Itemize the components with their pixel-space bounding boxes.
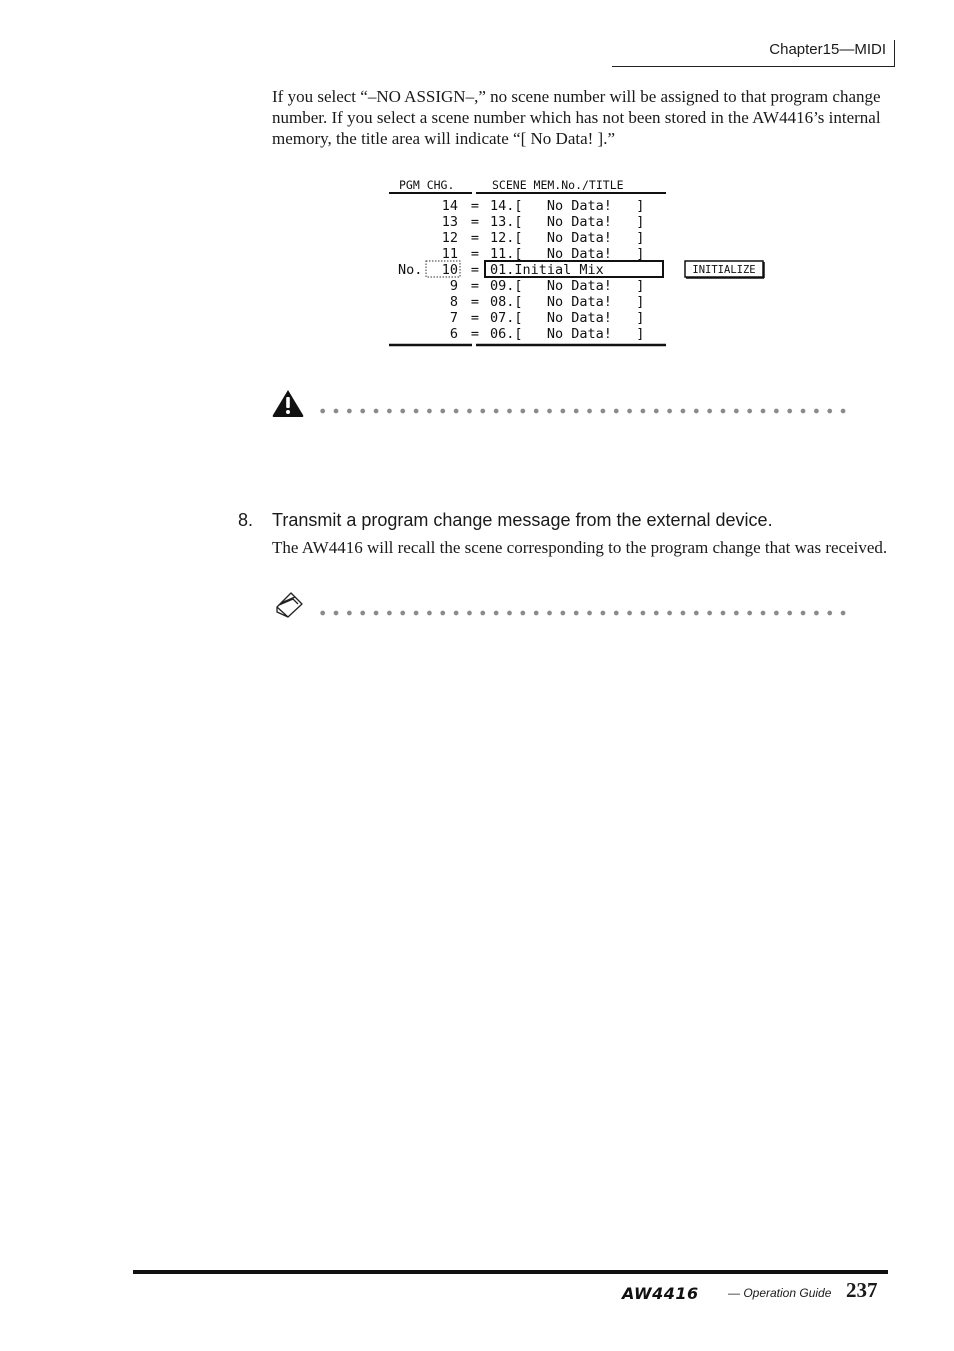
step-heading: Transmit a program change message from the external device. <box>272 510 773 530</box>
pencil-icon <box>274 590 306 618</box>
scene-title: 06.[ No Data! ] <box>490 326 645 342</box>
step-body: The AW4416 will recall the scene corresponding to the program change that was received. <box>272 538 888 557</box>
initialize-label: INITIALIZE <box>692 264 756 276</box>
intro-paragraph: If you select “–NO ASSIGN–,” no scene number will be assigned to that program change number. If you select a scene number which has not been stored in the AW4416’s internal memory, the title area will indicate “[ No Data! ].” <box>272 87 881 148</box>
scene-title: 07.[ No Data! ] <box>490 310 645 326</box>
equals-sign: = <box>470 326 480 342</box>
pgm-number: 11 <box>441 246 458 262</box>
equals-sign: = <box>470 214 480 230</box>
equals-sign: = <box>470 230 480 246</box>
chapter-title: Chapter15—MIDI <box>769 41 886 58</box>
lcd-row[interactable] <box>442 198 645 214</box>
lcd-row[interactable] <box>450 326 645 342</box>
pgm-number: 8 <box>449 294 458 310</box>
pgm-number: 14 <box>441 198 458 214</box>
logo-text: AW4416 <box>622 1284 699 1303</box>
lcd-row[interactable] <box>450 278 645 294</box>
lcd-col-scene: SCENE MEM.No./TITLE <box>492 178 624 192</box>
lcd-illustration <box>380 172 780 352</box>
page-number: 237 <box>846 1278 878 1302</box>
lcd-row[interactable] <box>450 310 645 326</box>
equals-sign: = <box>470 294 480 310</box>
scene-title: 12.[ No Data! ] <box>490 230 645 246</box>
equals-sign: = <box>470 198 480 214</box>
lcd-row[interactable] <box>450 294 645 310</box>
lcd-col-pgm: PGM CHG. <box>399 178 455 192</box>
aw4416-logo <box>620 1284 712 1304</box>
chapter-header <box>612 40 895 67</box>
scene-title: 14.[ No Data! ] <box>490 198 645 214</box>
pgm-number: 13 <box>441 214 458 230</box>
scene-title: 13.[ No Data! ] <box>490 214 645 230</box>
pgm-number: 10 <box>441 262 458 278</box>
warning-icon <box>271 388 305 418</box>
equals-sign: = <box>470 310 480 326</box>
caution-separator <box>316 408 850 414</box>
equals-sign: = <box>470 262 480 278</box>
pgm-number: 6 <box>449 326 458 342</box>
initialize-button[interactable] <box>685 261 764 278</box>
tip-separator <box>316 610 850 616</box>
equals-sign: = <box>470 246 480 262</box>
pgm-number: 12 <box>441 230 458 246</box>
scene-title: 09.[ No Data! ] <box>490 278 645 294</box>
lcd-row[interactable] <box>442 230 645 246</box>
lcd-row-selected[interactable] <box>398 261 663 278</box>
step-number: 8. <box>238 510 254 530</box>
no-label: No. <box>398 262 423 278</box>
footer-rule <box>133 1270 888 1274</box>
lcd-row[interactable] <box>442 246 645 262</box>
scene-title: 08.[ No Data! ] <box>490 294 645 310</box>
scene-title: 01.Initial Mix <box>490 262 604 278</box>
pgm-number: 7 <box>449 310 458 326</box>
operation-guide-label: — Operation Guide <box>728 1286 832 1300</box>
lcd-row[interactable] <box>442 214 645 230</box>
equals-sign: = <box>470 278 480 294</box>
scene-title: 11.[ No Data! ] <box>490 246 645 262</box>
pgm-number: 9 <box>449 278 458 294</box>
